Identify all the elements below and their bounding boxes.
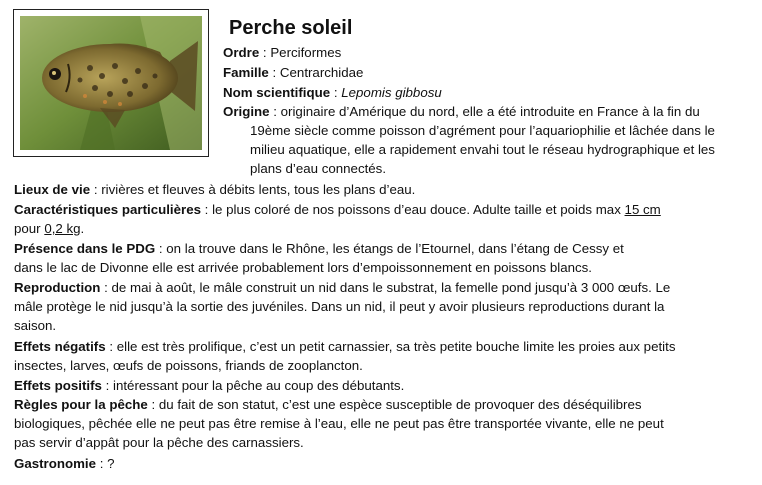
field-caracteristiques-line2: pour 0,2 kg. [14,221,85,236]
field-reproduction-line3: saison. [14,318,57,333]
field-effets-negatifs-line2: insectes, larves, œufs de poissons, friands de zooplancton. [14,358,363,373]
field-regles-peche: Règles pour la pêche : du fait de son statut, c’est une espèce susceptible de provoquer des déséquilibres [14,397,642,412]
field-reproduction: Reproduction : de mai à août, le mâle construit un nid dans le substrat, la femelle pond jusqu’à 3 000 œufs. Le [14,280,671,295]
fish-photo [20,16,202,150]
field-gastronomie: Gastronomie : ? [14,456,115,471]
field-regles-peche-line3: pas servir d’appât pour la pêche des carnassiers. [14,435,304,450]
field-caracteristiques: Caractéristiques particulières : le plus coloré de nos poissons d’eau douce. Adulte taille et poids max 15 cm [14,202,661,217]
weight-value: 0,2 kg [44,221,81,236]
field-origine-line4: plans d’eau connectés. [250,161,387,176]
field-presence: Présence dans le PDG : on la trouve dans le Rhône, les étangs de l’Etournel, dans l’étang de Cessy et [14,241,624,256]
page-title: Perche soleil [229,17,353,39]
field-nom-scientifique: Nom scientifique : Lepomis gibbosu [223,85,442,100]
field-famille: Famille : Centrarchidae [223,65,364,80]
field-effets-positifs: Effets positifs : intéressant pour la pêche au coup des débutants. [14,378,405,393]
field-presence-line2: dans le lac de Divonne elle est arrivée probablement lors d’empoissonnement en poissons blancs. [14,260,593,275]
field-reproduction-line2: mâle protège le nid jusqu’à la sortie des juvéniles. Dans un nid, il peut y avoir plusieurs reproductions durant la [14,299,665,314]
field-origine-line2: 19ème siècle comme poisson d’agrément pour l’aquariophilie et lâchée dans le [250,123,715,138]
size-value: 15 cm [624,202,661,217]
field-regles-peche-line2: biologiques, pêchée elle ne peut pas être remise à l’eau, elle ne peut pas être transportée vivante, elle ne peut [14,416,664,431]
field-lieux-de-vie: Lieux de vie : rivières et fleuves à débits lents, tous les plans d’eau. [14,182,416,197]
field-effets-negatifs: Effets négatifs : elle est très prolifique, c’est un petit carnassier, sa très petite bouche limite les proies aux petits [14,339,676,354]
field-origine-line3: milieu aquatique, elle a rapidement envahi tout le réseau hydrographique et les [250,142,715,157]
field-origine: Origine : originaire d’Amérique du nord, elle a été introduite en France à la fin du [223,104,700,119]
fish-photo-frame [13,9,209,157]
field-ordre: Ordre : Perciformes [223,45,342,60]
